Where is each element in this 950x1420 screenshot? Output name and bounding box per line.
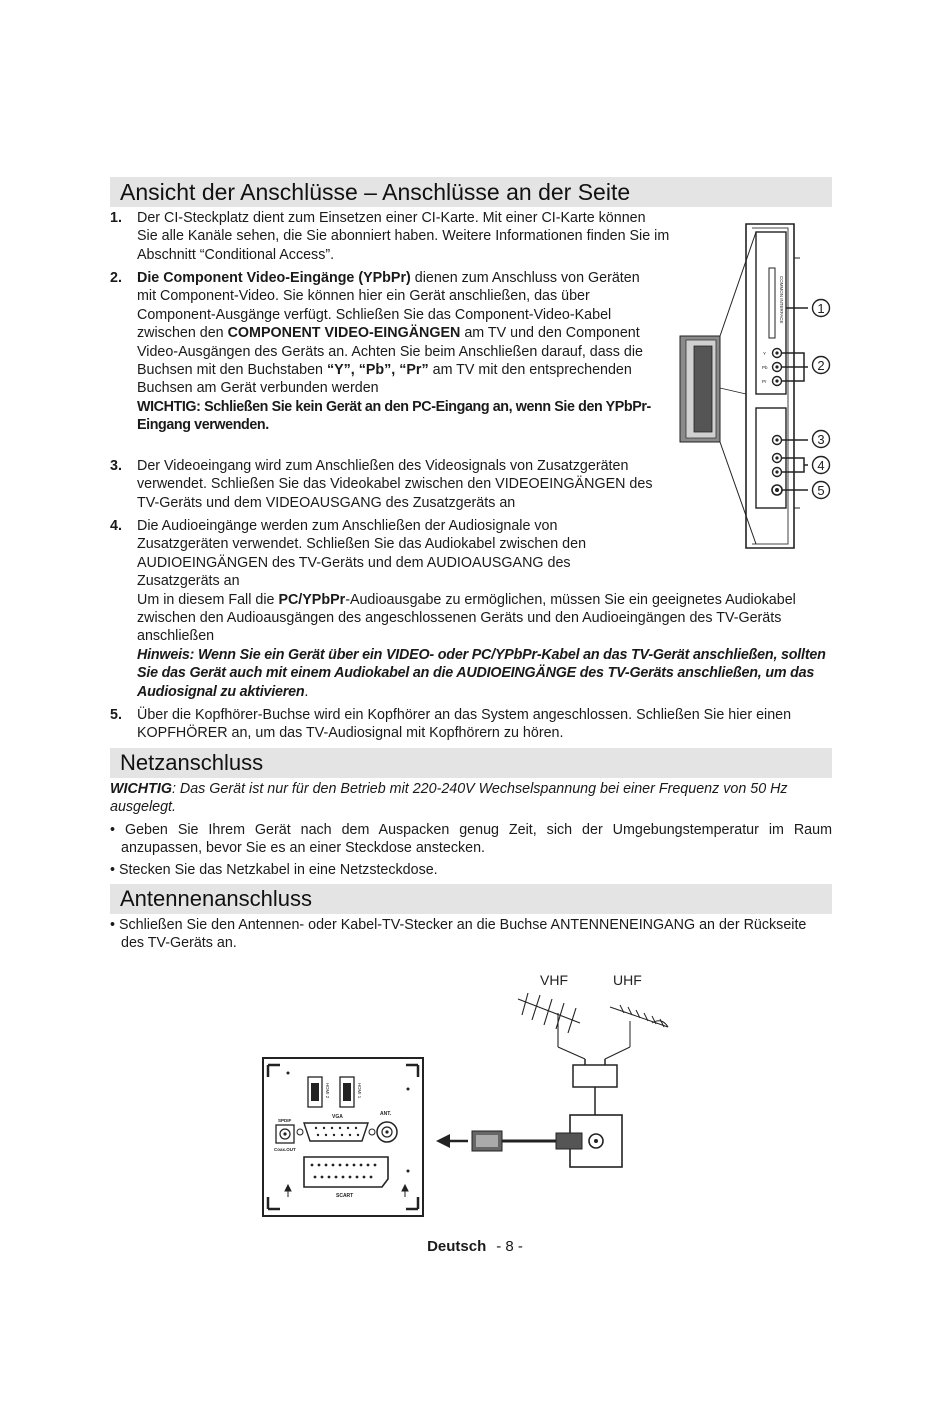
item-number: 3. bbox=[110, 458, 122, 474]
svg-text:3: 3 bbox=[817, 432, 825, 447]
list-item: • Geben Sie Ihrem Gerät nach dem Auspacken genug Zeit, sich der Umgebungstemperatur im Raum anzupassen, bevor Sie es an einer Steckdose anstecken. bbox=[110, 822, 832, 857]
item-text: Die Audioeingänge werden zum Anschließen der Audiosignale von Zusatzgeräten verwendet. Schließen Sie das Audiokabel zwischen den AUDIOEINGÄNGEN des TV-Geräts und dem AUDIOAUSGANG des Zusatzgeräts an bbox=[137, 518, 587, 590]
footer-language: Deutsch bbox=[427, 1238, 487, 1255]
vhf-label: VHF bbox=[540, 972, 568, 988]
text-segment: Um in diesem Fall die bbox=[137, 591, 279, 608]
svg-text:4: 4 bbox=[817, 458, 825, 473]
hint-end: . bbox=[304, 683, 309, 700]
jack-label-pb: Pb bbox=[762, 365, 768, 370]
list-item-1 bbox=[110, 209, 670, 264]
list-item: • Stecken Sie das Netzkabel in eine Netzsteckdose. bbox=[110, 861, 438, 878]
hdmi1-label: HDMI 1 bbox=[357, 1083, 362, 1099]
item-number: 5. bbox=[110, 707, 122, 723]
text-segment: am TV und den Component Video-Ausgängen des Geräts an. Achten Sie beim Anschließen darauf, dass die Buchsen mit den Buchstaben bbox=[137, 325, 644, 379]
text-segment: am TV mit den entsprechenden Buchsen am Gerät verbunden werden bbox=[137, 362, 632, 397]
svg-text:2: 2 bbox=[817, 358, 825, 373]
pc-ypbpr-term: PC/YPbPr bbox=[278, 591, 346, 608]
coax-out-label: Coax.OUT bbox=[274, 1147, 296, 1152]
power-bullets bbox=[110, 821, 832, 879]
item-number: 2. bbox=[110, 270, 122, 286]
vhf-antenna-icon bbox=[518, 993, 585, 1059]
antenna-combiner-box bbox=[573, 1065, 617, 1087]
page-footer bbox=[0, 1238, 950, 1255]
hint-text: Hinweis: Wenn Sie ein Gerät über ein VIDEO- oder PC/YPbPr-Kabel an das TV-Gerät anschließen, sollten Sie das Gerät auch mit einem Audiokabel an die AUDIOEINGÄNGE des TV-Geräts anschließen, um das Audiosignal zu aktivieren bbox=[137, 646, 826, 700]
svg-text:1: 1 bbox=[817, 301, 825, 316]
important-text: : Das Gerät ist nur für den Betrieb mit 220-240V Wechselspannung bei einer Frequenz von 50 Hz ausgelegt. bbox=[110, 781, 788, 816]
antenna-cable-icon bbox=[472, 1131, 582, 1151]
component-inputs-term: COMPONENT VIDEO-EINGÄNGEN bbox=[227, 325, 461, 342]
callout-1 bbox=[813, 300, 830, 317]
uhf-label: UHF bbox=[613, 972, 642, 988]
jack-label-y: Y bbox=[763, 351, 767, 356]
tv-back-panel bbox=[263, 1058, 423, 1216]
list-item-2 bbox=[110, 269, 658, 435]
arrow-left-icon bbox=[436, 1134, 468, 1148]
jack-label-pr: Pr bbox=[762, 379, 767, 384]
hdmi2-label: HDMI 2 bbox=[325, 1083, 330, 1099]
item-number: 1. bbox=[110, 210, 122, 226]
antenna-connection-diagram bbox=[260, 965, 680, 1220]
scart-label: SCART bbox=[336, 1193, 354, 1199]
item-text-continued bbox=[137, 591, 832, 646]
jack-letters: “Y”, “Pb”, “Pr” bbox=[326, 362, 429, 379]
antenna-instruction: • Schließen Sie den Antennen- oder Kabel-TV-Stecker an die Buchse ANTENNENEINGANG an der Rückseite des TV-Geräts an. bbox=[110, 917, 807, 952]
item-text: Der Videoeingang wird zum Anschließen des Videosignals von Zusatzgeräten verwendet. Schließen Sie das Videokabel zwischen den VIDEOEINGÄNGEN des TV-Geräts und dem VIDEOAUSGANG des Zusatzgeräts an bbox=[137, 458, 653, 511]
list-item-5 bbox=[110, 706, 832, 743]
callout-3 bbox=[813, 431, 830, 448]
callout-2 bbox=[813, 357, 830, 374]
section-title-antenna: Antennenanschluss bbox=[110, 884, 832, 914]
svg-text:5: 5 bbox=[817, 483, 825, 498]
item-number: 4. bbox=[110, 518, 122, 534]
common-interface-label: COMMON INTERFACE bbox=[779, 276, 784, 324]
callout-5 bbox=[813, 482, 830, 499]
text-segment: dienen zum Anschluss von Geräten mit Component-Video. Sie können hier ein Gerät anschließen, das über Component-Ausgänge verfügt. Schließen Sie das Component-Video-Kabel zwischen den bbox=[137, 270, 640, 342]
callout-4 bbox=[813, 457, 830, 474]
list-item-3 bbox=[110, 457, 670, 512]
section-title-side-connections: Ansicht der Anschlüsse – Anschlüsse an der Seite bbox=[110, 177, 832, 207]
vga-label: VGA bbox=[332, 1114, 343, 1120]
side-panel-diagram bbox=[676, 218, 836, 553]
item-text: Der CI-Steckplatz dient zum Einsetzen einer CI-Karte. Mit einer CI-Karte können Sie alle Kanäle sehen, die Sie abonniert haben. Weitere Informationen finden Sie im Abschnitt “Conditional Access”. bbox=[137, 210, 670, 263]
power-important-note bbox=[110, 780, 832, 817]
ant-label: ANT. bbox=[380, 1111, 392, 1117]
important-lead: WICHTIG bbox=[110, 781, 172, 797]
uhf-antenna-icon bbox=[605, 1005, 668, 1059]
text-segment: -Audioausgabe zu ermöglichen, müssen Sie ein geeignetes Audiokabel zwischen den Audioausgängen des angeschlossenen Geräts und den Audioeingängen des TV-Geräts anschließen bbox=[137, 591, 796, 645]
hint-note bbox=[137, 646, 832, 701]
spdif-label: SPDIF bbox=[278, 1118, 292, 1123]
section-title-power: Netzanschluss bbox=[110, 748, 832, 778]
component-lead: Die Component Video-Eingänge (YPbPr) bbox=[137, 270, 411, 286]
warning-note: WICHTIG: Schließen Sie kein Gerät an den PC-Eingang an, wenn Sie den YPbPr-Eingang verwenden. bbox=[137, 398, 651, 434]
item-text bbox=[137, 269, 658, 435]
item-text: Über die Kopfhörer-Buchse wird ein Kopfhörer an das System angeschlossen. Schließen Sie hier einen KOPFHÖRER an, um das TV-Audiosignal mit Kopfhörern zu hören. bbox=[137, 707, 792, 742]
page-number: - 8 - bbox=[496, 1238, 523, 1255]
